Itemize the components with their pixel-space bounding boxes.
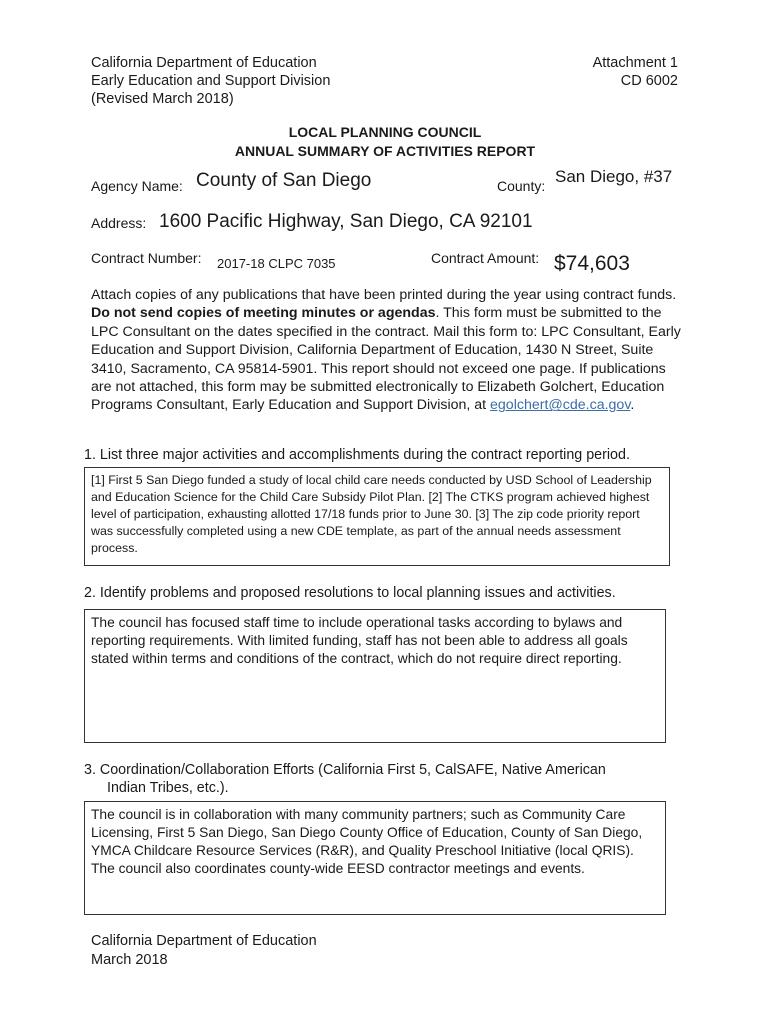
instructions-text-1: Attach copies of any publications that have been printed during the year using contract funds. — [91, 287, 677, 303]
email-link[interactable]: egolchert@cde.ca.gov — [490, 397, 631, 414]
question-3-line-1: 3. Coordination/Collaboration Efforts (California First 5, CalSAFE, Native American — [84, 762, 606, 778]
header-form-code: CD 6002 — [620, 73, 678, 89]
title-line-1: LOCAL PLANNING COUNCIL — [288, 124, 482, 140]
title-line-2: ANNUAL SUMMARY OF ACTIVITIES REPORT — [234, 143, 536, 159]
address-value[interactable]: 1600 Pacific Highway, San Diego, CA 92101 — [159, 211, 533, 232]
header-left — [91, 54, 330, 108]
address-label: Address: — [91, 215, 147, 231]
question-3-line-2: Indian Tribes, etc.). — [107, 780, 229, 796]
contract-amount-label: Contract Amount: — [431, 250, 540, 266]
header-right — [593, 54, 678, 90]
contract-amount-value[interactable]: $74,603 — [554, 252, 630, 275]
answer-3-box[interactable]: The council is in collaboration with many community partners; such as Community Care Licensing, First 5 San Diego, San Diego County Office of Education, County of San Diego, YMCA Childcare Resource Services (R&R), and Quality Preschool Initiative (local QRIS). The council also coordinates county-wide EESD contractor meetings and events. — [84, 801, 666, 915]
header-department: California Department of Education — [91, 55, 317, 71]
header-attachment: Attachment 1 — [592, 55, 678, 71]
answer-2-box[interactable]: The council has focused staff time to include operational tasks according to bylaws and reporting requirements. With limited funding, staff has not been able to address all goals stated within terms and conditions of the contract, which do not require direct reporting. — [84, 609, 666, 743]
header-revised: (Revised March 2018) — [91, 91, 234, 107]
footer — [91, 932, 317, 970]
instructions-bold: Do not send copies of meeting minutes or agendas — [91, 305, 436, 322]
footer-department: California Department of Education — [91, 933, 317, 949]
instructions-text-2: . This form must be submitted to the LPC Consultant on the dates specified in the contract. Mail this form to: LPC Consultant, Early Education and Support Division, California Department of Education, 1430 N Street, Suite 3410, Sacramento, CA 95814-5901. This report should not exceed one page. If publications are not attached, this form may be submitted electronically to Elizabeth Golchert, Education Programs Consultant, Early Education and Support Division, at — [91, 305, 681, 414]
contract-number-label: Contract Number: — [91, 250, 202, 266]
footer-date: March 2018 — [91, 952, 168, 968]
answer-1-box[interactable]: [1] First 5 San Diego funded a study of local child care needs conducted by USD School of Leadership and Education Science for the Child Care Subsidy Pilot Plan. [2] The CTKS program achieved highest level of participation, exhausting allotted 17/18 funds prior to June 30. [3] The zip code priority report was successfully completed using a new CDE template, as part of the annual needs assessment process. — [84, 467, 670, 566]
instructions-end: . — [630, 397, 635, 414]
question-2: 2. Identify problems and proposed resolutions to local planning issues and activities. — [84, 585, 616, 601]
instructions-paragraph — [91, 286, 683, 415]
question-1: 1. List three major activities and accomplishments during the contract reporting period. — [84, 447, 630, 463]
agency-name-label: Agency Name: — [91, 178, 183, 194]
agency-name-value[interactable]: County of San Diego — [196, 170, 372, 191]
contract-number-value[interactable]: 2017-18 CLPC 7035 — [217, 256, 336, 271]
county-value[interactable]: San Diego, #37 — [555, 167, 673, 186]
county-label: County: — [497, 178, 546, 194]
header-division: Early Education and Support Division — [91, 73, 331, 89]
